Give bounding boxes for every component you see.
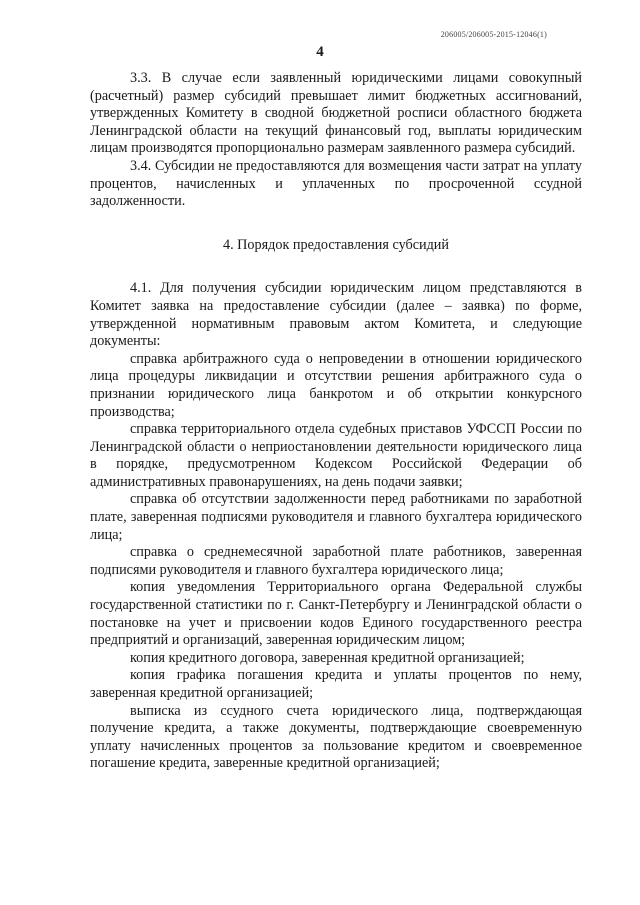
paragraph-4-1: 4.1. Для получения субсидии юридическим лицом представляются в Комитет заявка на предоставление субсидии (далее – заявка) по форме, утвержденной нормативным правовым актом Комитета, и следующие документы: [90,280,582,350]
list-item: справка территориального отдела судебных приставов УФССП России по Ленинградской области о неприостановлении деятельности юридического лица в порядке, предусмотренном Кодексом Российской Федерации об административных правонарушениях, на день подачи заявки; [90,421,582,490]
list-item: копия графика погашения кредита и уплаты процентов по нему, заверенная кредитной организацией; [90,667,582,701]
list-item: справка о среднемесячной заработной плате работников, заверенная подписями руководителя и главного бухгалтера юридического лица; [90,544,582,578]
list-item: справка арбитражного суда о непроведении в отношении юридического лица процедуры ликвидации и отсутствии решения арбитражного суда о признании юридического лица банкротом и об открытии конкурсного производства; [90,350,582,420]
document-body [90,70,582,773]
page-number: 4 [316,44,324,60]
paragraph-3-3: 3.3. В случае если заявленный юридическими лицами совокупный (расчетный) размер субсидий превышает лимит бюджетных ассигнований, утвержденных Комитету в сводной бюджетной росписи областного бюджета Ленинградской области на текущий финансовый год, выплаты юридическим лицам производятся пропорционально размерам заявленного размера субсидий. [90,70,582,157]
list-item: копия уведомления Территориального органа Федеральной службы государственной статистики по г. Санкт-Петербургу и Ленинградской области о постановке на учет и присвоении кодов Единого государственного реестра предприятий и организаций, заверенная юридическим лицом; [90,579,582,649]
list-item: справка об отсутствии задолженности перед работниками по заработной плате, заверенная подписями руководителя и главного бухгалтера юридического лица; [90,491,582,543]
document-id: 206005/206005-2015-12046(1) [440,30,547,39]
section-4-heading: 4. Порядок предоставления субсидий [222,236,449,253]
list-item: копия кредитного договора, заверенная кредитной организацией; [130,649,525,666]
list-item: выписка из ссудного счета юридического лица, подтверждающая получение кредита, а также документы, подтверждающие своевременную уплату начисленных процентов за пользование кредитом и своевременное погашение кредита, заверенные кредитной организацией; [90,702,582,772]
paragraph-3-4: 3.4. Субсидии не предоставляются для возмещения части затрат на уплату процентов, начисленных и уплаченных по просроченной ссудной задолженности. [90,157,582,210]
